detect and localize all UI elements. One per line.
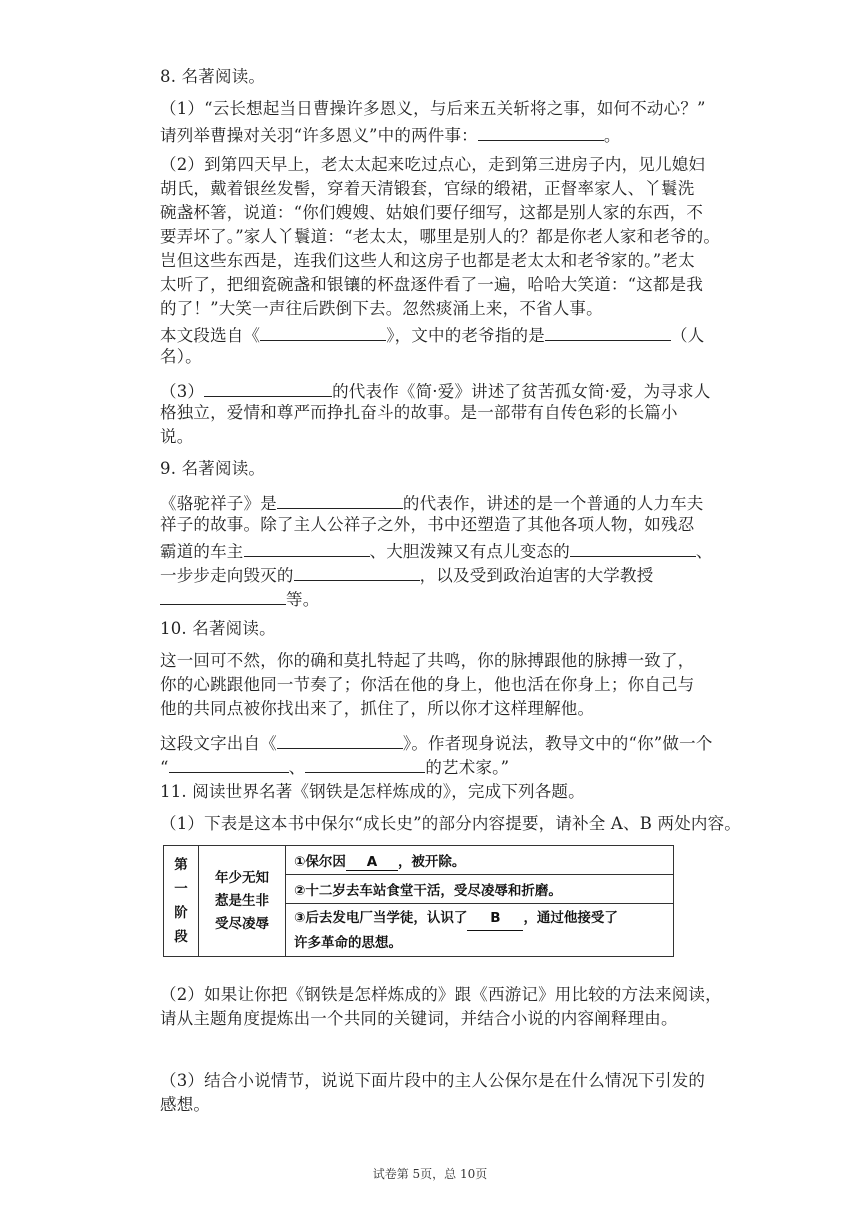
q10-line: 你的心跳跟他同一节奏了；你活在他的身上，他也活在你身上；你自己与 <box>160 675 695 694</box>
page-footer: 试卷第 5页，总 10页 <box>372 1167 488 1181</box>
row-text: 许多革命的思想。 <box>294 934 402 951</box>
stage-char: 第 <box>174 857 188 873</box>
q8-author-blank[interactable] <box>204 378 332 397</box>
q11-part2-line: （2）如果让你把《钢铁是怎样炼成的》跟《西游记》用比较的方法来阅读， <box>160 985 722 1004</box>
q8-part1-line1: （1）“云长想起当日曹操许多恩义，与后来五关斩将之事，如何不动心？” <box>160 99 706 118</box>
q8-part2-line: 胡氏，戴着银丝发髻，穿着天清锻套，官绿的缎裙，正督率家人、丫鬟洗 <box>160 179 695 198</box>
summary-line: 惹是生非 <box>215 892 269 909</box>
q8-part3-line3: 说。 <box>160 427 194 446</box>
q9-text: 等。 <box>286 590 320 609</box>
q10-title: 10. 名著阅读。 <box>160 619 276 638</box>
q9-line1 <box>160 490 704 515</box>
q9-text: 、大胆泼辣又有点儿变态的 <box>369 542 570 561</box>
q11-part3-line: （3）结合小说情节，说说下面片段中的主人公保尔是在什么情况下引发的 <box>160 1071 706 1090</box>
q8-part1-prompt: 请列举曹操对关羽“许多恩义”中的两件事： <box>160 126 478 145</box>
q9-author-blank[interactable] <box>277 490 403 509</box>
blank-b[interactable]: B <box>467 906 523 931</box>
blank-a[interactable]: A <box>346 854 398 871</box>
q9-line5 <box>160 586 319 611</box>
table-row-1 <box>286 846 674 875</box>
q10-text: 》。作者现身说法，教导文中的“你”做一个 <box>402 734 713 753</box>
q9-text: 《骆驼祥子》是 <box>160 494 277 513</box>
q11-title: 11. 阅读世界名著《钢铁是怎样炼成的》，完成下列各题。 <box>160 782 585 801</box>
q8-title: 8. 名著阅读。 <box>160 67 266 86</box>
q8-part2-prompt-mid: 》，文中的老爷指的是 <box>386 326 545 345</box>
q8-part2-line: 太听了，把细瓷碗盏和银镶的杯盘逐件看了一遍，哈哈大笑道：“这都是我 <box>160 275 704 294</box>
q8-name-blank[interactable] <box>545 322 671 341</box>
table-row-2: ②十二岁去车站食堂干活，受尽凌辱和折磨。 <box>286 875 674 904</box>
stage-char: 阶 <box>174 905 188 921</box>
growth-table <box>163 845 674 957</box>
q10-text: 这段文字出自《 <box>160 734 277 753</box>
q8-part2-line: 岂但这些东西是，连我们这些人和这房子也都是老太太和老爷家的。”老太 <box>160 251 695 270</box>
q8-book-blank[interactable] <box>260 322 386 341</box>
q8-part2-question-end: 名）。 <box>160 347 202 366</box>
q8-part2-prompt: 本文段选自《 <box>160 326 261 345</box>
q10-trait-blank-1[interactable] <box>169 754 289 773</box>
q8-part3-line2: 格独立，爱情和尊严而挣扎奋斗的故事。是一部带有自传色彩的长篇小 <box>160 403 678 422</box>
stage-char: 段 <box>174 929 188 945</box>
q9-professor-blank[interactable] <box>160 586 286 605</box>
q8-part1-blank[interactable] <box>478 122 604 141</box>
q10-text: “ <box>160 758 169 777</box>
q9-owner-blank[interactable] <box>244 538 370 557</box>
q9-text: 霸道的车主 <box>160 542 244 561</box>
q9-line3 <box>160 538 713 563</box>
q8-part2-line: 碗盏杯箸，说道：“你们嫂嫂、姑娘们要仔细写，这都是别人家的东西，不 <box>160 203 704 222</box>
stage-cell <box>164 846 199 957</box>
table-row-3 <box>286 904 674 957</box>
q8-part3-label: （3） <box>160 382 205 401</box>
q8-part1-line2 <box>160 122 621 147</box>
q10-trait-blank-2[interactable] <box>305 754 425 773</box>
q8-part3-text: 的代表作《简·爱》讲述了贫苦孤女简·爱，为寻求人 <box>332 382 711 401</box>
row-text: ①保尔因 <box>294 853 346 870</box>
q9-text: 一步步走向毁灭的 <box>160 566 294 585</box>
q8-part2-line: 的了！”大笑一声往后跌倒下去。忽然痰涌上来，不省人事。 <box>160 299 603 318</box>
stage-char: 一 <box>174 881 188 897</box>
q8-part2-line: 要弄坏了。”家人丫鬟道：“老太太，哪里是别人的？都是你老人家和老爷的。 <box>160 227 721 246</box>
punct: 。 <box>603 126 621 145</box>
summary-line: 受尽凌辱 <box>215 915 269 932</box>
q11-part2-line: 请从主题角度提炼出一个共同的关键词，并结合小说的内容阐释理由。 <box>160 1009 678 1028</box>
row-text: ③后去发电厂当学徒，认识了 <box>294 909 468 926</box>
q10-text: 的艺术家。” <box>425 758 510 777</box>
q8-part2-prompt-end: （人 <box>670 326 705 345</box>
q8-part2-line: （2）到第四天早上，老太太起来吃过点心，走到第三进房子内，见儿媳妇 <box>160 155 706 174</box>
q10-line: 这一回可不然，你的确和莫扎特起了共鸣，你的脉搏跟他的脉搏一致了， <box>160 651 695 670</box>
q10-line: 他的共同点被你找出来了，抓住了，所以你才这样理解他。 <box>160 699 595 718</box>
q9-line2: 祥子的故事。除了主人公祥子之外，书中还塑造了其他各项人物，如残忍 <box>160 515 695 534</box>
row-text: ，被开除。 <box>397 853 466 870</box>
q9-character-blank[interactable] <box>570 538 696 557</box>
q8-part3-line1 <box>160 378 710 403</box>
q9-text: 的代表作，讲述的是一个普通的人力车夫 <box>402 494 704 513</box>
q11-part1: （1）下表是这本书中保尔“成长史”的部分内容提要，请补全 A、B 两处内容。 <box>160 814 741 833</box>
summary-cell <box>199 846 286 957</box>
punct: 、 <box>288 758 306 777</box>
q11-part3-line: 感想。 <box>160 1095 211 1114</box>
row-text: ，通过他接受了 <box>523 909 618 926</box>
punct: 、 <box>695 542 713 561</box>
q9-line4 <box>160 562 653 587</box>
q9-title: 9. 名著阅读。 <box>160 459 266 478</box>
q10-question2 <box>160 754 509 779</box>
summary-line: 年少无知 <box>215 869 269 886</box>
q10-question <box>160 730 713 755</box>
q9-text: ，以及受到政治迫害的大学教授 <box>419 566 654 585</box>
q8-part2-question <box>160 322 704 347</box>
q9-ruined-blank[interactable] <box>294 562 420 581</box>
q10-book-blank[interactable] <box>277 730 403 749</box>
